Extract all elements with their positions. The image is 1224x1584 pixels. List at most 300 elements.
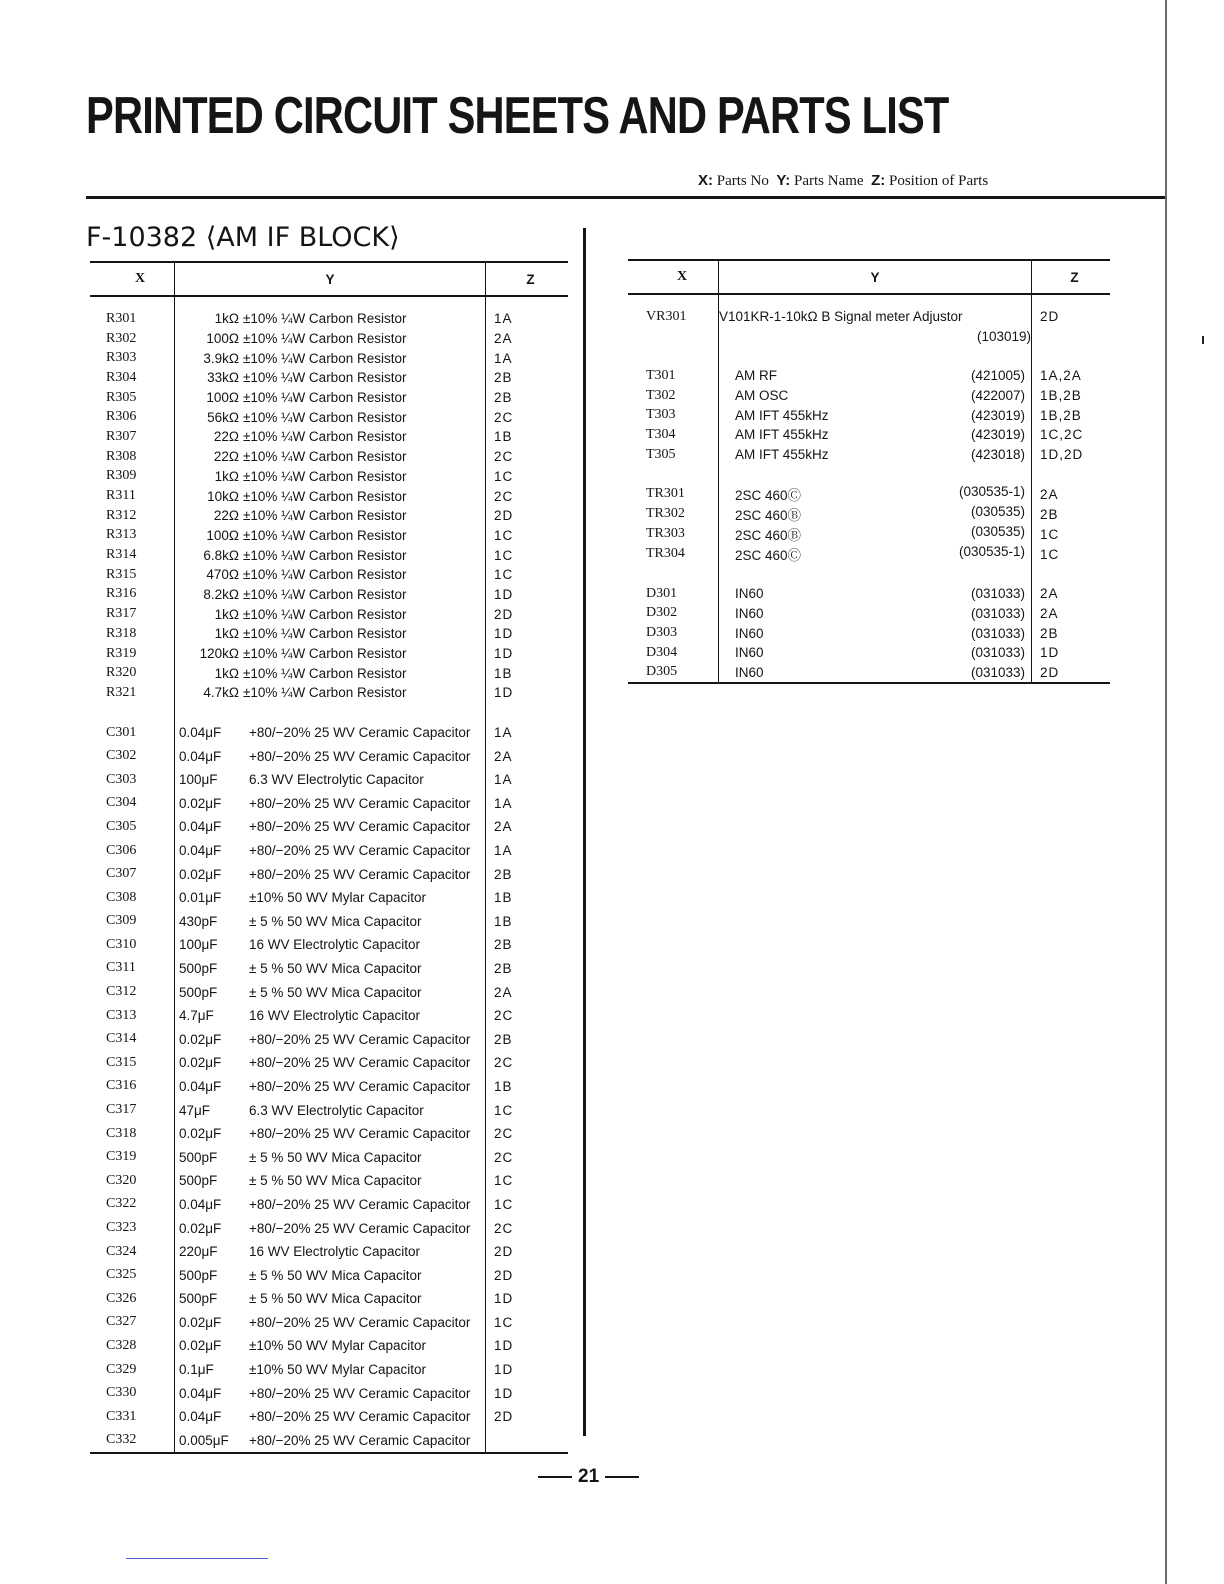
part-number: C313 [90, 1004, 175, 1028]
table-row [90, 1098, 568, 1122]
part-description: +80/−20% 25 WV Ceramic Capacitor [249, 1196, 471, 1212]
table-row [90, 447, 568, 467]
part-description: +80/−20% 25 WV Ceramic Capacitor [249, 725, 471, 741]
part-name [175, 407, 486, 427]
part-name-wrap [719, 427, 1031, 442]
spacer-cell [90, 703, 175, 721]
spacer-cell [486, 703, 569, 721]
table-spacer-row [90, 296, 568, 309]
part-value: 0.02μF [179, 1220, 222, 1236]
part-name-text: 2SC 460Ⓒ [735, 548, 802, 564]
table-row [90, 1051, 568, 1075]
part-code: (030535-1) [958, 544, 1025, 560]
part-name [175, 506, 486, 526]
part-number: C322 [90, 1193, 175, 1217]
part-number: D302 [628, 604, 719, 624]
spacer-cell [1032, 465, 1111, 485]
part-number: D301 [628, 584, 719, 604]
table-row [90, 407, 568, 427]
table-row [628, 307, 1110, 327]
part-value: 22Ω [213, 449, 239, 465]
part-description: 6.3 WV Electrolytic Capacitor [249, 1102, 424, 1118]
table-row [90, 1169, 568, 1193]
part-name [719, 386, 1032, 406]
part-value: 0.02μF [179, 1055, 222, 1071]
part-name [175, 1193, 486, 1217]
table-row [90, 1263, 568, 1287]
part-value: 500pF [179, 1267, 218, 1283]
part-description: ±10% 50 WV Mylar Capacitor [249, 1338, 426, 1354]
part-name [175, 744, 486, 768]
part-description: ±10% ¼W Carbon Resistor [243, 586, 407, 602]
part-name [175, 1429, 486, 1454]
part-number: T305 [628, 445, 719, 465]
page-number [532, 1466, 645, 1488]
part-name [175, 663, 486, 683]
part-value: 100μF [179, 772, 218, 788]
table-row [90, 467, 568, 487]
part-number: R320 [90, 663, 175, 683]
table-row [90, 388, 568, 408]
part-position: 1D,2D [1040, 447, 1084, 463]
part-name-text: AM RF [735, 368, 777, 384]
table-row [90, 663, 568, 683]
part-description: +80/−20% 25 WV Ceramic Capacitor [249, 819, 471, 835]
header-rule [86, 196, 1166, 199]
part-name-text: IN60 [735, 625, 764, 641]
page-title: PRINTED CIRCUIT SHEETS AND PARTS LIST [86, 87, 949, 145]
part-position [486, 1429, 569, 1454]
part-number: T304 [628, 425, 719, 445]
legend-z-label: Position of Parts [888, 173, 989, 189]
part-name [175, 1358, 486, 1382]
part-number: C327 [90, 1311, 175, 1335]
part-position: 2C [494, 1055, 514, 1071]
part-value: 1kΩ [214, 468, 239, 484]
header-x: X [90, 262, 175, 296]
part-number: R321 [90, 683, 175, 703]
part-name [175, 467, 486, 487]
part-number: C328 [90, 1334, 175, 1358]
table-row [90, 957, 568, 981]
part-name-wrap [719, 586, 1031, 601]
part-value: 56kΩ [207, 409, 239, 425]
table-spacer-row [90, 703, 568, 721]
part-name [175, 1287, 486, 1311]
part-number: C309 [90, 910, 175, 934]
part-number: C306 [90, 839, 175, 863]
part-position: 1B [494, 890, 513, 906]
part-number: R311 [90, 486, 175, 506]
table-row [90, 744, 568, 768]
part-number: TR301 [628, 484, 719, 504]
part-position: 2D [494, 1409, 514, 1425]
part-value: 4.7μF [179, 1008, 214, 1024]
part-position: 2A [494, 819, 513, 835]
part-name [175, 585, 486, 605]
part-description: +80/−20% 25 WV Ceramic Capacitor [249, 1409, 471, 1425]
table-row [628, 386, 1110, 406]
part-value: 10kΩ [207, 488, 239, 504]
part-number: C330 [90, 1381, 175, 1405]
part-description: ± 5 % 50 WV Mica Capacitor [249, 1267, 422, 1283]
part-name [175, 886, 486, 910]
table-row [90, 526, 568, 546]
part-position: 1A [494, 772, 513, 788]
part-name [175, 1169, 486, 1193]
table-row [628, 524, 1110, 544]
table-spacer-row [628, 346, 1110, 366]
part-name [175, 388, 486, 408]
table-row [90, 933, 568, 957]
table-row [90, 910, 568, 934]
part-number: C318 [90, 1122, 175, 1146]
part-description: ± 5 % 50 WV Mica Capacitor [249, 1149, 422, 1165]
part-code: (421005) [970, 368, 1025, 384]
part-number: R308 [90, 447, 175, 467]
part-code: (030535) [970, 524, 1025, 540]
spacer-cell [719, 346, 1032, 366]
part-number: C332 [90, 1429, 175, 1454]
part-value: 3.9kΩ [203, 350, 239, 366]
part-name [175, 1311, 486, 1335]
part-name [175, 683, 486, 703]
table-row [90, 624, 568, 644]
part-value: 0.02μF [179, 866, 222, 882]
part-position: 1A [494, 311, 513, 327]
part-value: 120kΩ [199, 646, 239, 662]
part-code: (030535-1) [958, 484, 1025, 500]
table-row [90, 683, 568, 703]
part-name [719, 663, 1032, 684]
legend-z-key: Z: [871, 172, 886, 189]
part-name [175, 1334, 486, 1358]
part-position: 2B [494, 866, 513, 882]
part-description: ±10% ¼W Carbon Resistor [243, 311, 407, 327]
part-position: 2C [494, 449, 514, 465]
part-position: 1A,2A [1040, 368, 1082, 384]
part-description: ±10% ¼W Carbon Resistor [243, 567, 407, 583]
part-number: C323 [90, 1216, 175, 1240]
part-name-wrap [719, 544, 1031, 564]
part-number: R313 [90, 526, 175, 546]
part-name [175, 768, 486, 792]
part-description: +80/−20% 25 WV Ceramic Capacitor [249, 1126, 471, 1142]
part-position: 1A [494, 843, 513, 859]
table-row [628, 445, 1110, 465]
table-row [90, 545, 568, 565]
part-description: +80/−20% 25 WV Ceramic Capacitor [249, 1385, 471, 1401]
part-name [175, 1004, 486, 1028]
part-name [175, 910, 486, 934]
column-legend [698, 172, 988, 190]
part-name [719, 584, 1032, 604]
table-row [90, 565, 568, 585]
part-name [719, 504, 1032, 524]
part-name-text: IN60 [735, 586, 764, 602]
part-position: 2C [494, 409, 514, 425]
table-row [90, 506, 568, 526]
part-position: 2B [494, 390, 513, 406]
table-row [90, 839, 568, 863]
part-position: 2C [494, 1008, 514, 1024]
part-position: 1B [494, 665, 513, 681]
header-y: Y [719, 260, 1032, 294]
part-description: ±10% ¼W Carbon Resistor [243, 488, 407, 504]
part-position: 1C [494, 547, 514, 563]
part-position: 1D [494, 1385, 514, 1401]
parts-table-right-body [628, 294, 1110, 683]
table-row [90, 1027, 568, 1051]
part-name [175, 1216, 486, 1240]
table-row [90, 644, 568, 664]
table-row [90, 815, 568, 839]
part-number: R319 [90, 644, 175, 664]
part-value: 1kΩ [214, 606, 239, 622]
table-row [628, 643, 1110, 663]
part-description: +80/−20% 25 WV Ceramic Capacitor [249, 1031, 471, 1047]
part-position: 2D [494, 606, 514, 622]
part-value: 0.04μF [179, 819, 222, 835]
part-position: 2B [494, 370, 513, 386]
table-row [90, 862, 568, 886]
part-position: 1B,2B [1040, 407, 1082, 423]
header-z: Z [486, 262, 569, 296]
part-name-text: AM IFT 455kHz [735, 447, 829, 463]
part-value: 0.02μF [179, 1031, 222, 1047]
part-description: ±10% ¼W Carbon Resistor [243, 606, 407, 622]
part-position: 1C [494, 468, 514, 484]
part-name-text: 2SC 460Ⓑ [735, 528, 802, 544]
part-description: ± 5 % 50 WV Mica Capacitor [249, 984, 422, 1000]
table-row [628, 544, 1110, 564]
part-description: ±10% ¼W Carbon Resistor [243, 547, 407, 563]
part-value: 22Ω [213, 508, 239, 524]
part-description: ± 5 % 50 WV Mica Capacitor [249, 1291, 422, 1307]
part-number: R317 [90, 604, 175, 624]
part-code: (031033) [970, 664, 1025, 680]
part-description: 6.3 WV Electrolytic Capacitor [249, 772, 424, 788]
part-name [719, 544, 1032, 564]
part-value: 0.02μF [179, 795, 222, 811]
part-name-wrap [719, 665, 1031, 680]
page-number-dash [538, 1476, 572, 1478]
part-number: D305 [628, 663, 719, 684]
part-name [175, 1405, 486, 1429]
part-name-wrap [719, 606, 1031, 621]
table-row [90, 1240, 568, 1264]
part-value: 220μF [179, 1244, 218, 1260]
part-position: 2C [494, 1149, 514, 1165]
part-name [175, 624, 486, 644]
part-name-wrap [719, 504, 1031, 524]
part-number: T301 [628, 366, 719, 386]
part-description: +80/−20% 25 WV Ceramic Capacitor [249, 1055, 471, 1071]
part-position: 1D [1040, 645, 1060, 661]
part-number: C308 [90, 886, 175, 910]
part-description: ±10% ¼W Carbon Resistor [243, 449, 407, 465]
part-number: R314 [90, 545, 175, 565]
part-name [175, 815, 486, 839]
part-description: +80/−20% 25 WV Ceramic Capacitor [249, 866, 471, 882]
part-name-wrap [719, 408, 1031, 423]
part-code: (423019) [970, 427, 1025, 443]
part-value: 100μF [179, 937, 218, 953]
part-position: 1D [494, 646, 514, 662]
part-position: 1C [1040, 546, 1060, 562]
part-value: 500pF [179, 1173, 218, 1189]
part-description: ±10% ¼W Carbon Resistor [243, 409, 407, 425]
part-number: C324 [90, 1240, 175, 1264]
part-value: 0.04μF [179, 1078, 222, 1094]
part-number: R306 [90, 407, 175, 427]
part-position: 2A [1040, 486, 1059, 502]
part-value: 0.02μF [179, 1314, 222, 1330]
part-name [175, 980, 486, 1004]
part-name [175, 957, 486, 981]
legend-x-key: X: [698, 172, 713, 189]
part-number: C331 [90, 1405, 175, 1429]
part-value: 470Ω [206, 567, 239, 583]
part-position: 2C [494, 488, 514, 504]
part-description: +80/−20% 25 WV Ceramic Capacitor [249, 1314, 471, 1330]
part-code: (423019) [970, 407, 1025, 423]
part-description: +80/−20% 25 WV Ceramic Capacitor [249, 1078, 471, 1094]
table-row [90, 792, 568, 816]
part-name [175, 1098, 486, 1122]
table-row [90, 427, 568, 447]
part-number: C329 [90, 1358, 175, 1382]
table-row [90, 1358, 568, 1382]
column-divider [583, 228, 586, 1436]
table-row [90, 604, 568, 624]
table-row [90, 368, 568, 388]
part-name [175, 1381, 486, 1405]
part-position: 1A [494, 350, 513, 366]
part-name [719, 425, 1032, 445]
part-description: +80/−20% 25 WV Ceramic Capacitor [249, 748, 471, 764]
part-name [175, 526, 486, 546]
part-position: 1D [494, 685, 514, 701]
part-name-wrap [719, 645, 1031, 660]
part-name-text: 2SC 460Ⓒ [735, 488, 802, 504]
part-code: (030535) [970, 504, 1025, 520]
part-number: R315 [90, 565, 175, 585]
part-position: 2A [494, 984, 513, 1000]
part-name [175, 933, 486, 957]
part-name [175, 604, 486, 624]
part-value: 100Ω [206, 390, 239, 406]
part-value: 0.04μF [179, 843, 222, 859]
part-code: (103019) [719, 327, 1032, 347]
spacer-cell [719, 465, 1032, 485]
part-value: 4.7kΩ [203, 685, 239, 701]
part-name [719, 405, 1032, 425]
part-description: ± 5 % 50 WV Mica Capacitor [249, 1173, 422, 1189]
part-number: R302 [90, 329, 175, 349]
part-name [175, 1075, 486, 1099]
part-value: 0.1μF [179, 1362, 214, 1378]
part-value: 0.01μF [179, 890, 222, 906]
spacer-cell [628, 327, 719, 347]
part-value: 500pF [179, 1291, 218, 1307]
table-row [628, 425, 1110, 445]
part-description: ±10% ¼W Carbon Resistor [243, 390, 407, 406]
part-number: R318 [90, 624, 175, 644]
parts-table-right [628, 259, 1110, 684]
part-code: (422007) [970, 388, 1025, 404]
part-number: R305 [90, 388, 175, 408]
scan-mark [1202, 336, 1204, 344]
part-number: C305 [90, 815, 175, 839]
part-position: 2A [494, 748, 513, 764]
part-position: 1B [494, 1078, 513, 1094]
part-value: 100Ω [206, 331, 239, 347]
part-number: R312 [90, 506, 175, 526]
part-description: ± 5 % 50 WV Mica Capacitor [249, 960, 422, 976]
spacer-cell [1032, 564, 1111, 584]
part-number: C319 [90, 1145, 175, 1169]
part-name [175, 721, 486, 745]
part-value: 33kΩ [207, 370, 239, 386]
table-header-row [90, 262, 568, 296]
part-name [175, 1122, 486, 1146]
part-description: ±10% ¼W Carbon Resistor [243, 370, 407, 386]
part-value: 8.2kΩ [203, 586, 239, 602]
part-name [175, 1240, 486, 1264]
part-number: R301 [90, 309, 175, 329]
part-description: ±10% 50 WV Mylar Capacitor [249, 890, 426, 906]
part-description: ±10% ¼W Carbon Resistor [243, 331, 407, 347]
spacer-cell [1032, 294, 1111, 307]
table-row [90, 1075, 568, 1099]
part-position: 2A [494, 331, 513, 347]
part-position: 1C [494, 1173, 514, 1189]
part-name-text: AM IFT 455kHz [735, 407, 829, 423]
table-row [90, 1193, 568, 1217]
part-name-text: AM OSC [735, 388, 789, 404]
scan-artifact-line [126, 1558, 268, 1559]
part-position: 1D [494, 1362, 514, 1378]
part-name-wrap [719, 524, 1031, 544]
part-description: ±10% ¼W Carbon Resistor [243, 468, 407, 484]
part-value: 0.04μF [179, 748, 222, 764]
table-row [90, 1381, 568, 1405]
part-number: C316 [90, 1075, 175, 1099]
spacer-cell [1032, 327, 1111, 347]
parts-table-left-body [90, 296, 568, 1453]
part-value: 0.02μF [179, 1338, 222, 1354]
part-number: C310 [90, 933, 175, 957]
part-name-text: 2SC 460Ⓑ [735, 508, 802, 524]
table-row [90, 309, 568, 329]
table-row [90, 1405, 568, 1429]
part-name [175, 486, 486, 506]
part-name [719, 366, 1032, 386]
part-number: C312 [90, 980, 175, 1004]
part-name-wrap [719, 447, 1031, 462]
part-position: 2B [494, 960, 513, 976]
part-number: TR302 [628, 504, 719, 524]
part-number: C314 [90, 1027, 175, 1051]
part-number: R304 [90, 368, 175, 388]
part-value: 1kΩ [214, 311, 239, 327]
part-name [719, 643, 1032, 663]
part-number: C317 [90, 1098, 175, 1122]
table-row [90, 1287, 568, 1311]
part-number: C325 [90, 1263, 175, 1287]
part-value: 0.04μF [179, 1385, 222, 1401]
